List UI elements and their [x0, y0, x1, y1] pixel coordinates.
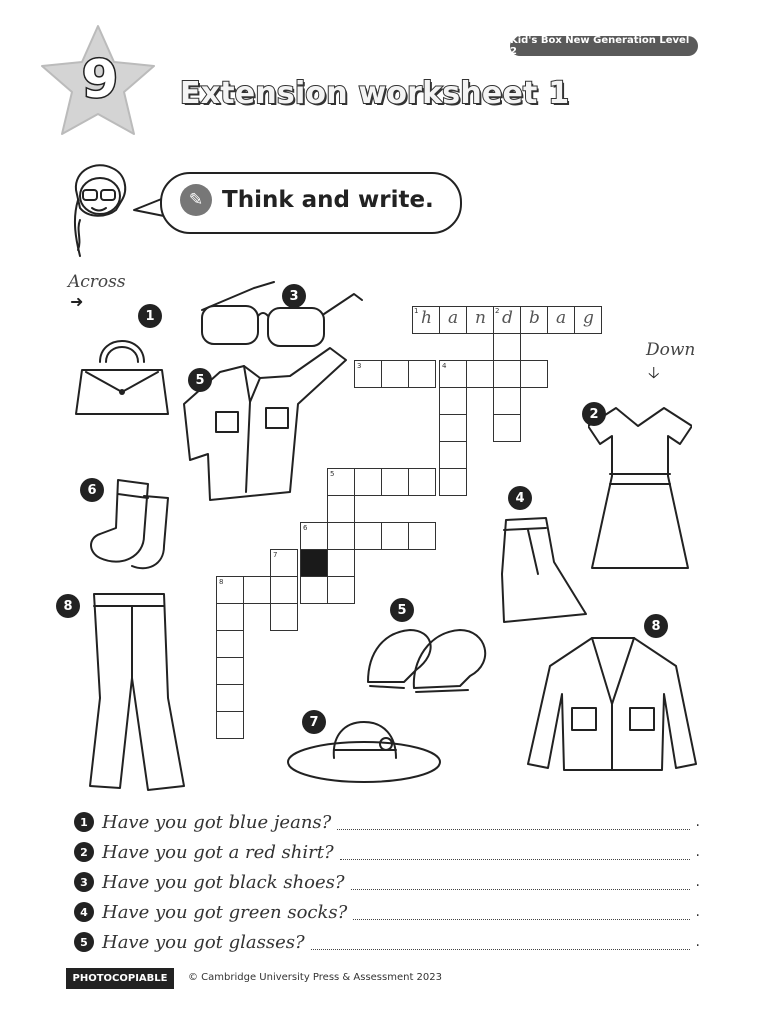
question-text: Have you got glasses? — [102, 931, 305, 953]
skirt-icon — [498, 514, 590, 626]
picture-number-badge: 3 — [282, 284, 306, 308]
answer-letter: a — [448, 308, 459, 328]
answer-letter: g — [583, 308, 594, 328]
arrow-right-icon: ➜ — [70, 292, 84, 311]
answer-end: . — [695, 934, 700, 950]
cell[interactable] — [493, 387, 521, 415]
picture-number-badge: 8 — [56, 594, 80, 618]
worksheet-title: Extension worksheet 1 — [180, 76, 570, 111]
clue-number: 7 — [273, 551, 278, 559]
cell[interactable] — [408, 522, 436, 550]
down-label: Down — [646, 340, 696, 360]
shoes-icon — [364, 622, 498, 696]
question-text: Have you got blue jeans? — [102, 811, 332, 833]
jacket-icon — [526, 634, 700, 774]
answer-line[interactable] — [337, 815, 689, 830]
clue-number: 8 — [219, 578, 224, 586]
answer-line[interactable] — [351, 875, 690, 890]
answer-end: . — [695, 814, 700, 830]
cell[interactable] — [493, 360, 521, 388]
question-number: 3 — [74, 872, 94, 892]
clue-number: 3 — [357, 362, 362, 370]
clue-number: 4 — [442, 362, 447, 370]
answer-line[interactable] — [311, 935, 690, 950]
cell[interactable] — [354, 468, 382, 496]
cell[interactable] — [408, 468, 436, 496]
dress-icon — [588, 402, 692, 574]
cell[interactable] — [216, 684, 244, 712]
clue-number: 6 — [303, 524, 308, 532]
cell[interactable] — [381, 522, 409, 550]
cell[interactable] — [216, 603, 244, 631]
cell[interactable] — [381, 360, 409, 388]
across-label: Across — [68, 272, 126, 292]
series-label: Kid's Box New Generation Level 2 — [510, 36, 698, 56]
answer-line[interactable] — [340, 845, 690, 860]
answer-end: . — [695, 904, 700, 920]
cell[interactable] — [270, 603, 298, 631]
question-number: 1 — [74, 812, 94, 832]
cell[interactable] — [439, 414, 467, 442]
cell[interactable] — [216, 657, 244, 685]
question-row — [74, 928, 700, 956]
picture-number-badge: 8 — [644, 614, 668, 638]
jeans-icon — [86, 588, 186, 798]
cell[interactable] — [381, 468, 409, 496]
shaded-cell — [300, 549, 328, 577]
unit-number: 9 — [81, 50, 119, 110]
cell[interactable] — [408, 360, 436, 388]
cell[interactable] — [327, 576, 355, 604]
picture-number-badge: 5 — [390, 598, 414, 622]
cell[interactable] — [243, 576, 271, 604]
cell[interactable] — [216, 630, 244, 658]
clue-number: 1 — [414, 307, 419, 315]
picture-number-badge: 7 — [302, 710, 326, 734]
picture-number-badge: 2 — [582, 402, 606, 426]
cell[interactable] — [493, 414, 521, 442]
cell[interactable] — [493, 333, 521, 361]
pencil-icon: ✎ — [180, 184, 212, 216]
question-text: Have you got green socks? — [102, 901, 348, 923]
clue-number: 2 — [495, 307, 500, 315]
answer-line[interactable] — [353, 905, 689, 920]
instruction-text: Think and write. — [222, 187, 434, 213]
answer-letter: a — [556, 308, 567, 328]
photocopiable-label: PHOTOCOPIABLE — [66, 968, 174, 989]
cell[interactable] — [216, 711, 244, 739]
clue-number: 5 — [330, 470, 335, 478]
cell[interactable] — [270, 576, 298, 604]
cell[interactable] — [327, 522, 355, 550]
cell[interactable] — [439, 441, 467, 469]
question-number: 4 — [74, 902, 94, 922]
cell[interactable] — [354, 522, 382, 550]
answer-letter: b — [529, 308, 540, 328]
cell[interactable] — [300, 576, 328, 604]
copyright-text: © Cambridge University Press & Assessment 2023 — [188, 972, 443, 983]
answer-letter: n — [475, 308, 486, 328]
picture-number-badge: 1 — [138, 304, 162, 328]
picture-number-badge: 4 — [508, 486, 532, 510]
answer-end: . — [695, 874, 700, 890]
answer-end: . — [695, 844, 700, 860]
cell[interactable] — [466, 360, 494, 388]
question-text: Have you got a red shirt? — [102, 841, 334, 863]
cell[interactable] — [439, 468, 467, 496]
question-text: Have you got black shoes? — [102, 871, 345, 893]
question-row — [74, 838, 700, 866]
cell[interactable] — [439, 387, 467, 415]
shirt-icon — [180, 342, 350, 510]
question-row — [74, 808, 700, 836]
handbag-icon — [72, 322, 172, 422]
cell[interactable] — [327, 549, 355, 577]
answer-letter: d — [502, 308, 513, 328]
cell[interactable] — [520, 360, 548, 388]
question-row — [74, 898, 700, 926]
question-row — [74, 868, 700, 896]
answer-letter: h — [421, 308, 432, 328]
picture-number-badge: 6 — [80, 478, 104, 502]
question-number: 2 — [74, 842, 94, 862]
arrow-down-icon: 🡣 — [648, 363, 660, 382]
question-number: 5 — [74, 932, 94, 952]
picture-number-badge: 5 — [188, 368, 212, 392]
